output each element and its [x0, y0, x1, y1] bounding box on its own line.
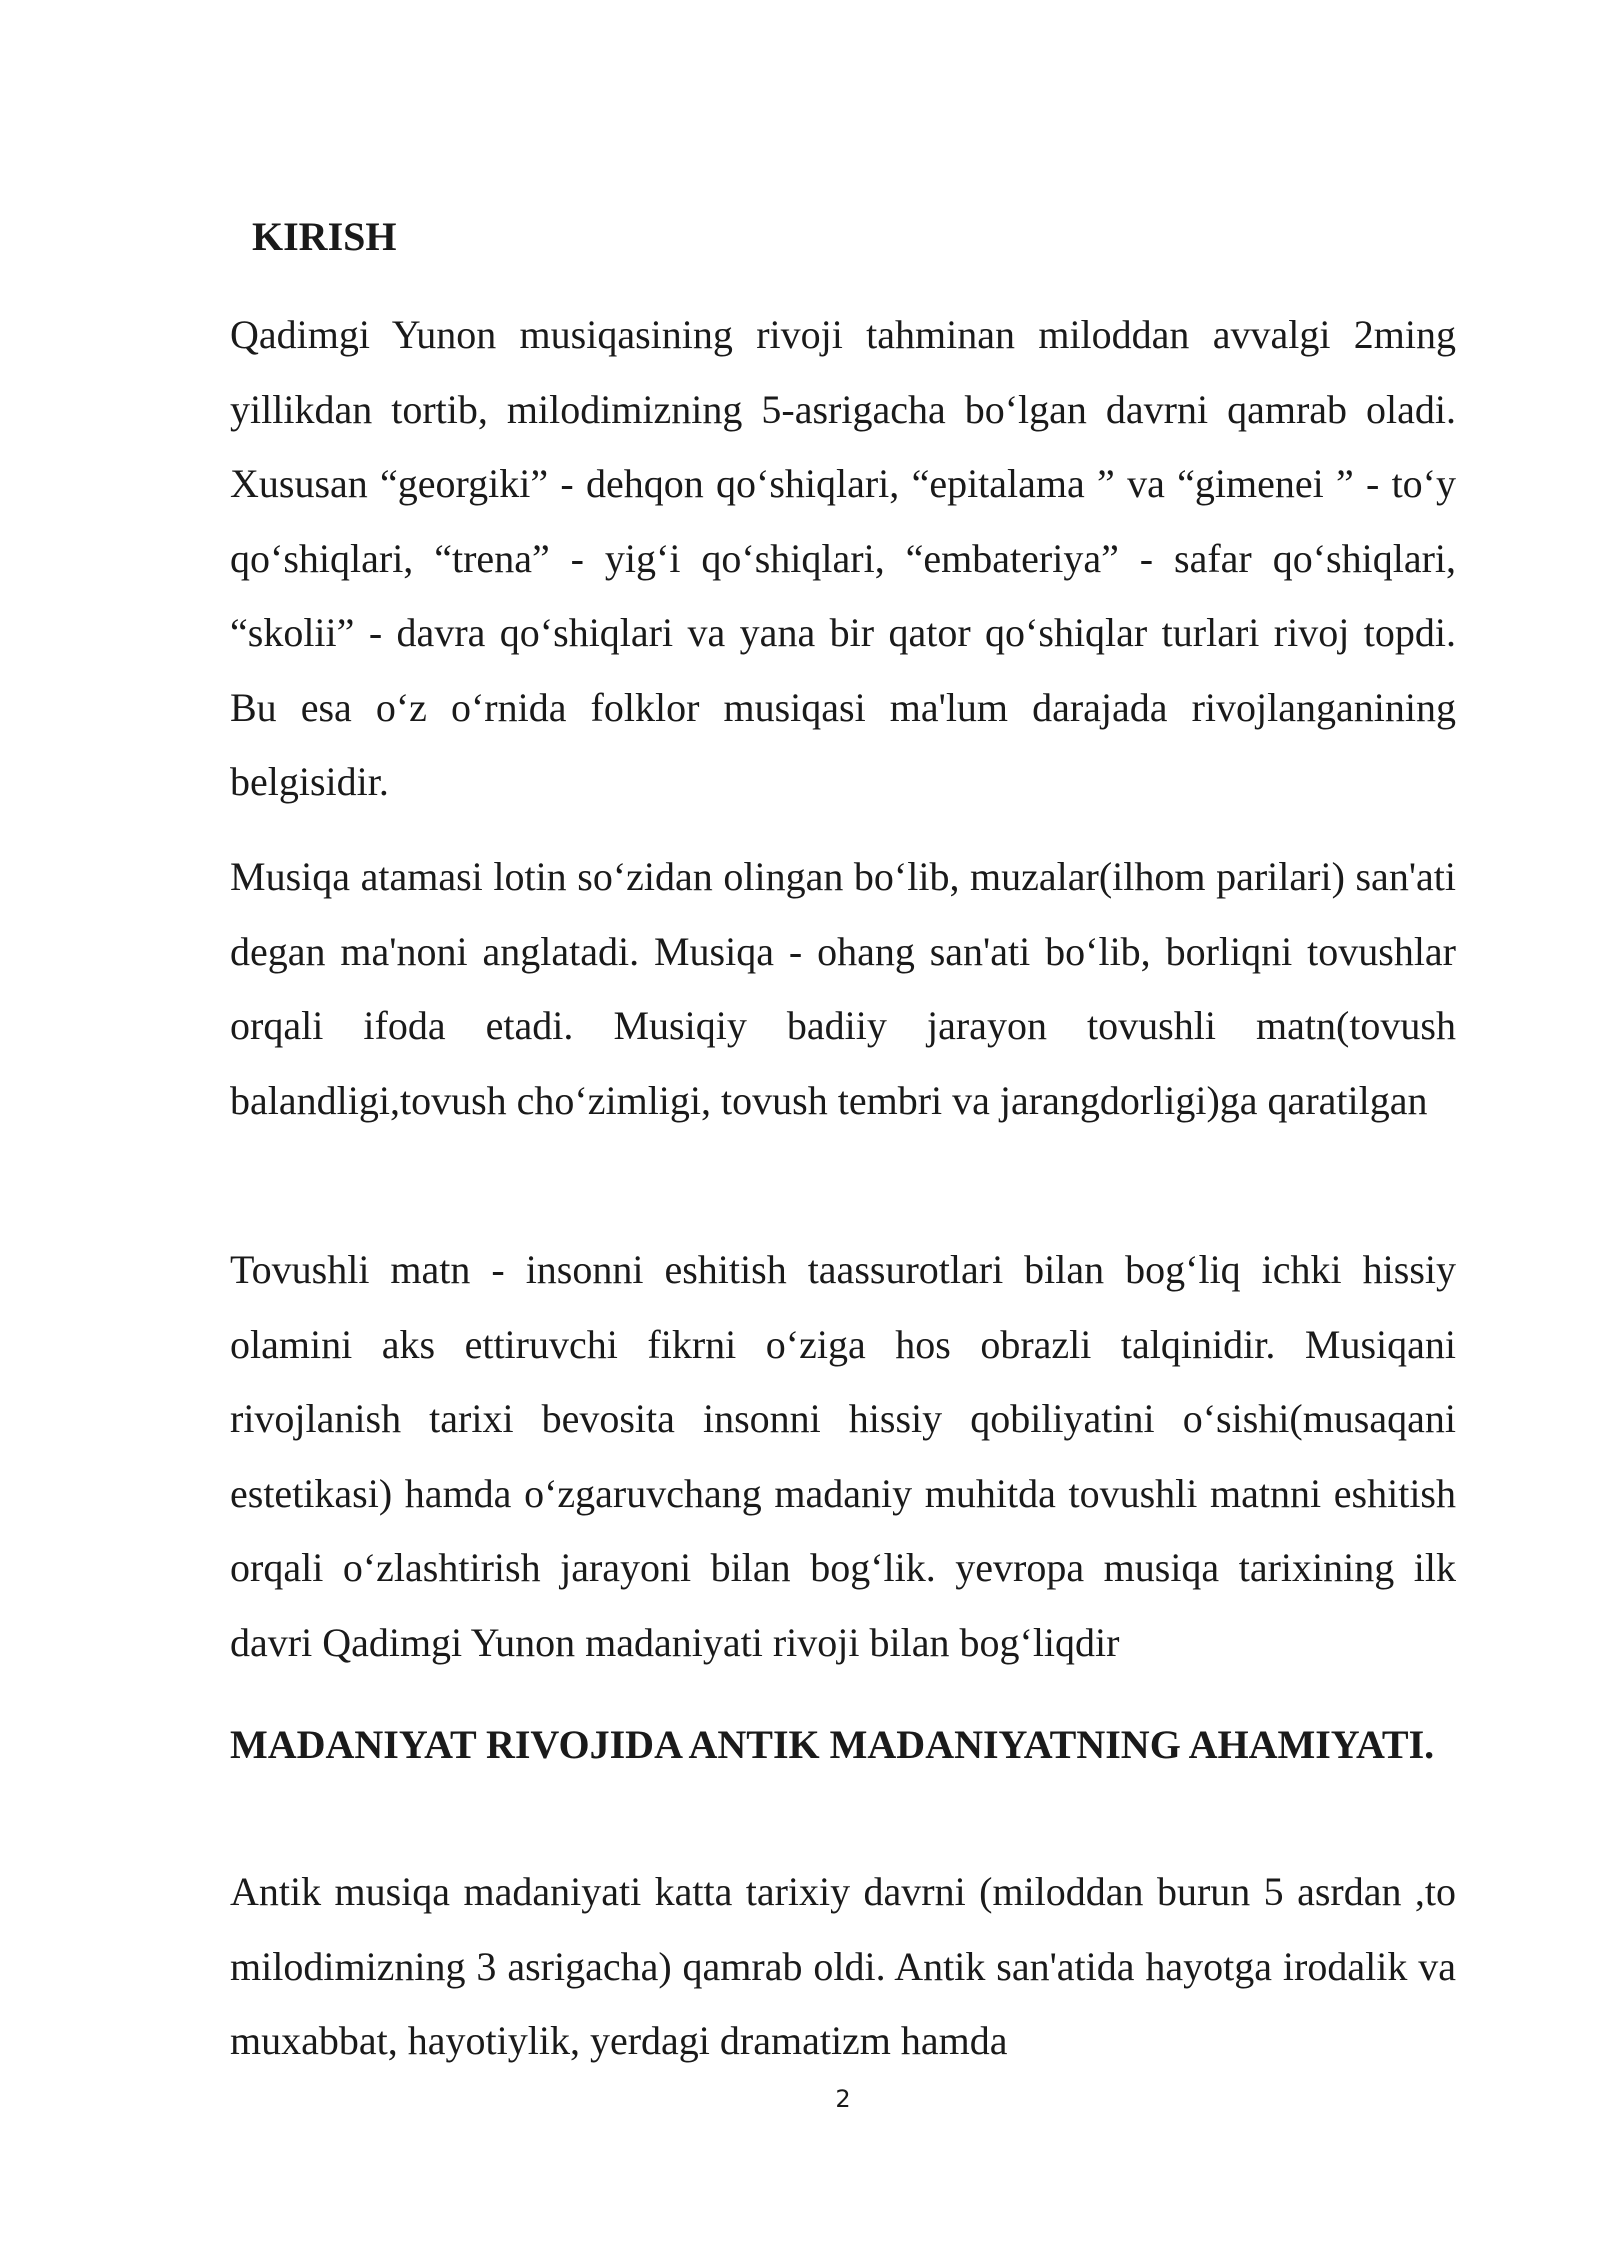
section-heading: MADANIYAT RIVOJIDA ANTIK MADANIYATNING AHAMIYATI.	[230, 1722, 1435, 1767]
paragraph-2: Musiqa atamasi lotin so‘zidan olingan bo‘lib, muzalar(ilhom parilari) san'ati degan ma'noni anglatadi. Musiqa - ohang san'ati bo‘lib, borliqni tovushlar orqali ifoda etadi. Musiqiy badiiy jarayon tovushli matn(tovush balandligi,tovush cho‘zimligi, tovush tembri va jarangdorligi)ga qaratilgan	[230, 854, 1456, 1123]
document-page	[230, 0, 1456, 2262]
page-number: 2	[835, 2085, 851, 2113]
paragraph-4: Antik musiqa madaniyati katta tarixiy davrni (miloddan burun 5 asrdan ,to milodimizning 3 asrigacha) qamrab oldi. Antik san'atida hayotga irodalik va muxabbat, hayotiylik, yerdagi dramatizm hamda	[230, 1869, 1456, 2063]
paragraph-1: Qadimgi Yunon musiqasining rivoji tahminan miloddan avvalgi 2ming yillikdan tortib, milodimizning 5-asrigacha bo‘lgan davrni qamrab oladi. Xususan “georgiki” - dehqon qo‘shiqlari, “epitalama ” va “gimenei ” - to‘y qo‘shiqlari, “trena” - yig‘i qo‘shiqlari, “embateriya” - safar qo‘shiqlari, “skolii” - davra qo‘shiqlari va yana bir qator qo‘shiqlar turlari rivoj topdi. Bu esa o‘z o‘rnida folklor musiqasi ma'lum darajada rivojlanganining belgisidir.	[230, 312, 1456, 804]
paragraph-3: Tovushli matn - insonni eshitish taassurotlari bilan bog‘liq ichki hissiy olamini aks ettiruvchi fikrni o‘ziga hos obrazli talqinidir. Musiqani rivojlanish tarixi bevosita insonni hissiy qobiliyatini o‘sishi(musaqani estetikasi) hamda o‘zgaruvchang madaniy muhitda tovushli matnni eshitish orqali o‘zlashtirish jarayoni bilan bog‘lik. yevropa musiqa tarixining ilk davri Qadimgi Yunon madaniyati rivoji bilan bog‘liqdir	[230, 1247, 1456, 1665]
heading-kirish: KIRISH	[252, 214, 397, 259]
